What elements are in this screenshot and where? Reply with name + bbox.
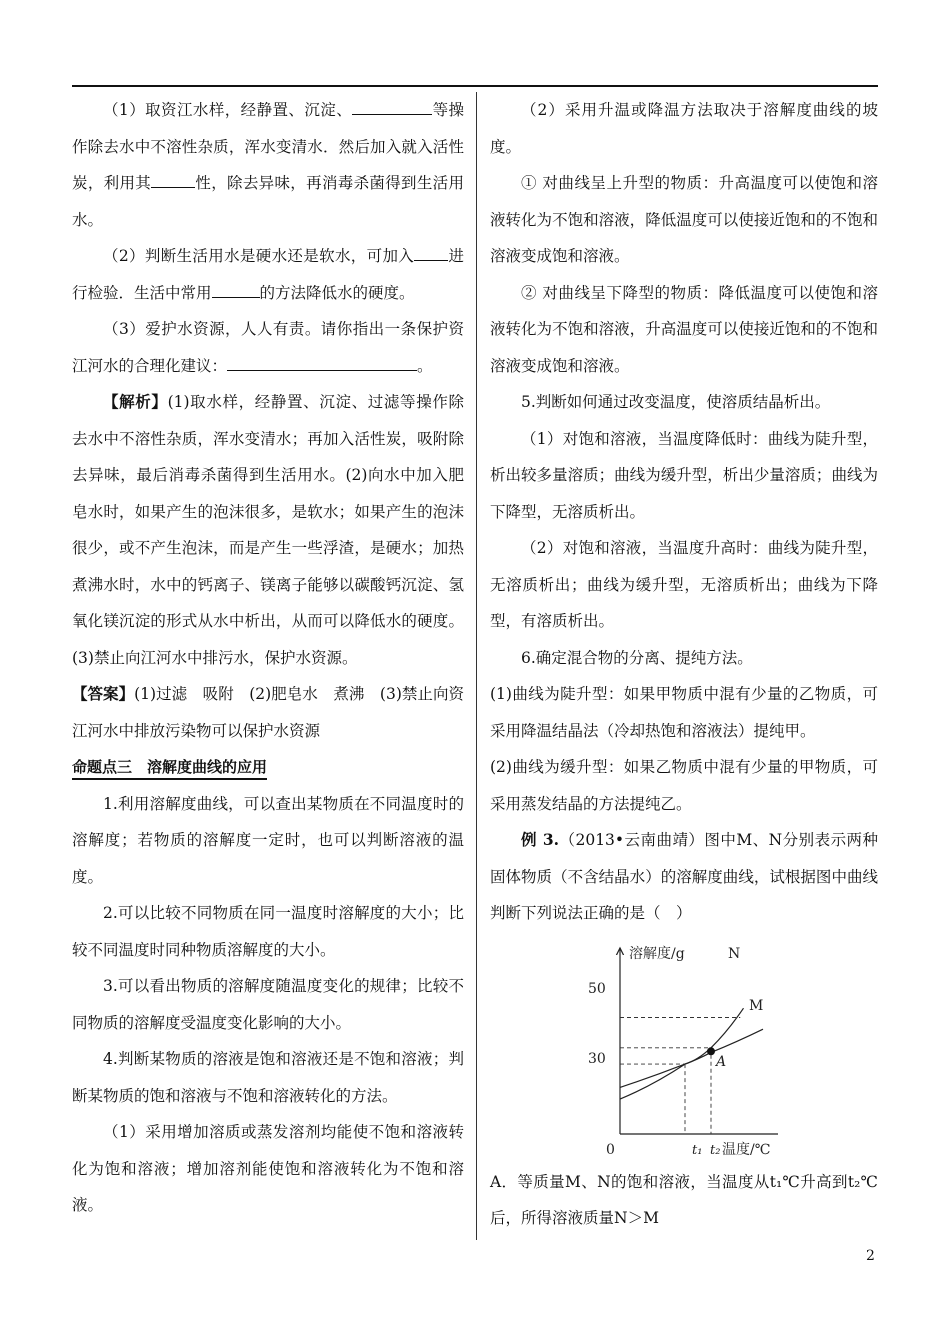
y-tick-30: 30	[588, 1050, 606, 1067]
point-4: 4.判断某物质的溶液是饱和溶液还是不饱和溶液；判断某物质的饱和溶液与不饱和溶液转化的方法。	[72, 1050, 464, 1105]
solubility-chart	[550, 938, 780, 1158]
point-5-1: （1）对饱和溶液，当温度降低时：曲线为陡升型，析出较多量溶质；曲线为缓升型，析出少量溶质；曲线为下降型，无溶质析出。	[490, 429, 878, 521]
question-1: （1）取资江水样，经静置、沉淀、 等操作除去水中不溶性杂质，浑水变清水．然后加入就入活性炭，利用其 性，除去异味，再消毒杀菌得到生活用水。	[72, 92, 464, 238]
section-title: 命题点三 溶解度曲线的应用	[72, 756, 267, 780]
point-6-1: (1)曲线为陡升型：如果甲物质中混有少量的乙物质，可采用降温结晶法（冷却热饱和溶液法）提纯甲。	[490, 685, 878, 740]
answer-label: 【答案】	[72, 684, 135, 703]
left-column	[72, 92, 464, 1224]
point-5-2: （2）对饱和溶液，当温度升高时：曲线为陡升型，无溶质析出；曲线为缓升型，无溶质析出；曲线为下降型，有溶质析出。	[490, 539, 878, 630]
analysis: 【解析】(1)取水样，经静置、沉淀、过滤等操作除去水中不溶性杂质，浑水变清水；再加入活性炭，吸附除去异味，最后消毒杀菌得到生活用水。(2)向水中加入肥皂水时，如果产生的泡沫很多，是软水；如果产生的泡沫很少，或不产生泡沫，而是产生一些浮渣，是硬水；加热煮沸水时，水中的钙离子、镁离子能够以碳酸钙沉淀、氢氧化镁沉淀的形式从水中析出，从而可以降低水的硬度。(3)禁止向江河水中排污水，保护水资源。	[72, 392, 464, 667]
point-6-2: (2)曲线为缓升型：如果乙物质中混有少量的甲物质，可采用蒸发结晶的方法提纯乙。	[490, 758, 878, 813]
point-4-2: （2）采用升温或降温方法取决于溶解度曲线的坡度。	[490, 101, 878, 156]
x-axis-label: 温度/℃	[722, 1141, 771, 1158]
answer-blank	[352, 96, 432, 115]
point-4-2-b: ② 对曲线呈下降型的物质：降低温度可以使饱和溶液转化为不饱和溶液，升高温度可以使接近饱和的不饱和溶液变成饱和溶液。	[490, 283, 878, 375]
point-5: 5.判断如何通过改变温度，使溶质结晶析出。	[521, 393, 831, 411]
point-1: 1.利用溶解度曲线，可以查出某物质在不同温度时的溶解度；若物质的溶解度一定时，也可以判断溶液的温度。	[72, 794, 464, 886]
y-axis-label: 溶解度/g	[629, 945, 685, 962]
page-number: 2	[866, 1248, 875, 1264]
question-2: （2）判断生活用水是硬水还是软水，可加入 进行检验．生活中常用 的方法降低水的硬度。	[72, 238, 464, 311]
option-a: A．等质量M、N的饱和溶液，当温度从t₁℃升高到t₂℃后，所得溶液质量N＞M	[490, 1172, 878, 1227]
question-3: （3）爱护水资源，人人有责。请你指出一条保护资江河水的合理化建议： 。	[72, 320, 464, 375]
point-a-label: A	[716, 1053, 727, 1070]
example-3: 例 3.（2013•云南曲靖）图中M、N分别表示两种固体物质（不含结晶水）的溶解度曲线，试根据图中曲线判断下列说法正确的是（ ）	[490, 830, 879, 922]
point-2: 2.可以比较不同物质在同一温度时溶解度的大小；比较不同温度时同种物质溶解度的大小。	[72, 904, 464, 959]
answer-blank	[227, 352, 417, 371]
answer-blank	[414, 242, 448, 261]
y-tick-50: 50	[588, 980, 606, 997]
x-tick-t2: t₂	[710, 1142, 721, 1158]
series-label-m: M	[749, 997, 764, 1014]
origin-label: 0	[606, 1141, 615, 1158]
point-a	[707, 1047, 715, 1055]
header-rule	[72, 85, 878, 87]
right-column	[490, 92, 878, 1237]
point-4-2-a: ① 对曲线呈上升型的物质：升高温度可以使饱和溶液转化为不饱和溶液，降低温度可以使接近饱和的不饱和溶液变成饱和溶液。	[490, 174, 878, 265]
column-divider	[476, 92, 477, 1240]
x-tick-t1: t₁	[692, 1142, 703, 1158]
example-label: 例 3.	[521, 830, 560, 849]
point-4-1: （1）采用增加溶质或蒸发溶剂均能使不饱和溶液转化为饱和溶液；增加溶剂能使饱和溶液转化为不饱和溶液。	[72, 1123, 464, 1214]
analysis-label: 【解析】	[103, 392, 168, 411]
answer-blank	[212, 279, 260, 298]
answer-blank	[151, 169, 195, 188]
series-label-n: N	[728, 945, 741, 962]
point-3: 3.可以看出物质的溶解度随温度变化的规律；比较不同物质的溶解度受温度变化影响的大小。	[72, 977, 464, 1032]
answer: 【答案】(1)过滤 吸附 (2)肥皂水 煮沸 (3)禁止向资江河水中排放污染物可以保护水资源	[72, 684, 464, 740]
point-6: 6.确定混合物的分离、提纯方法。	[521, 648, 753, 667]
curve-m	[620, 1029, 763, 1087]
